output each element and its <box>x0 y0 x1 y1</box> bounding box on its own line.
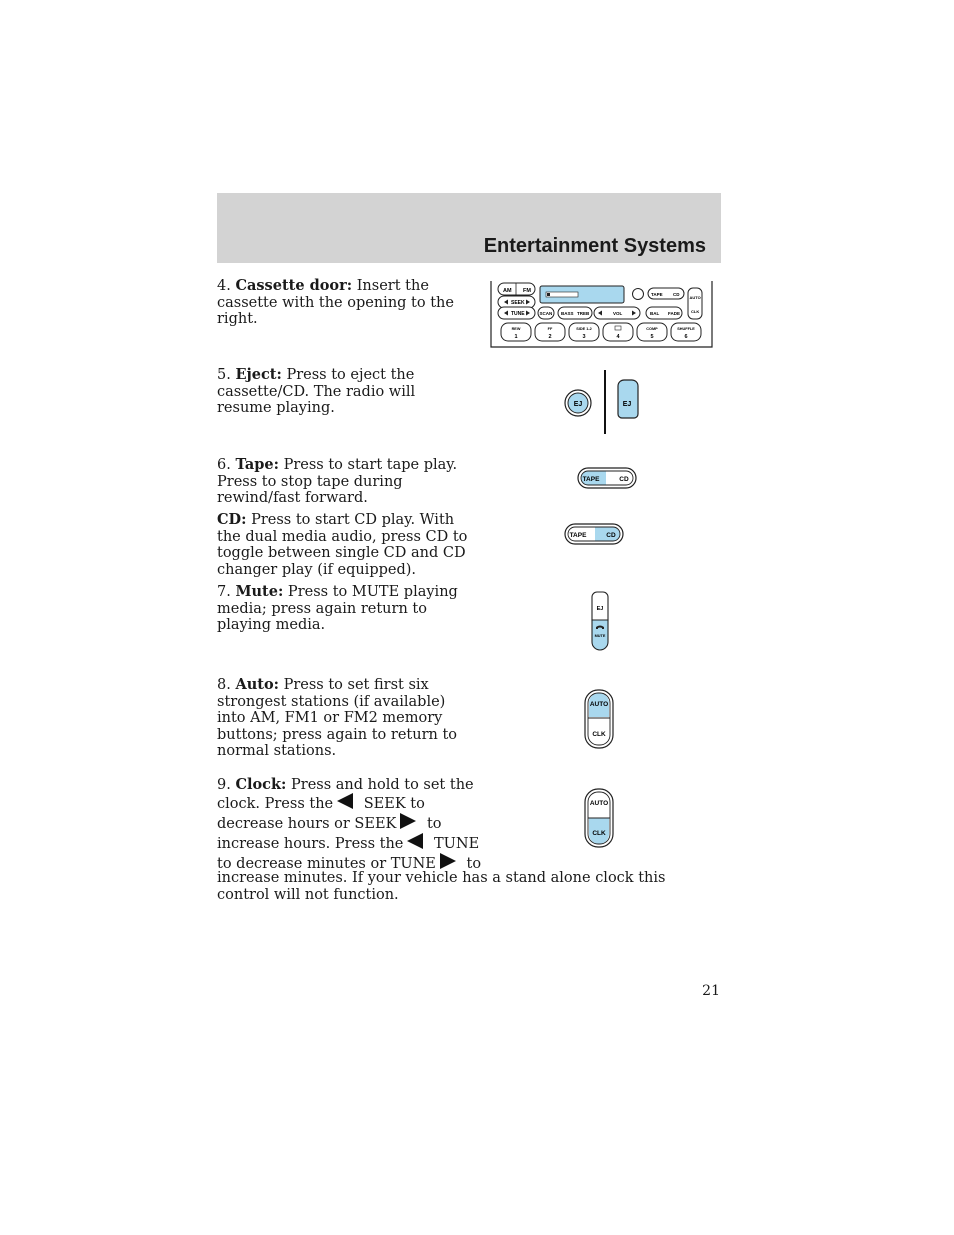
radio-treb-label: TREB <box>577 311 590 316</box>
tape-label: TAPE <box>569 532 587 539</box>
preset-number: 4 <box>616 334 620 340</box>
item-text: decrease hours or SEEK <box>217 816 397 832</box>
tape-paragraph <box>217 457 472 507</box>
eject-round-button-label: EJ <box>573 401 583 408</box>
item-text: increase minutes. If your vehicle has a stand alone clock this control will not function. <box>217 870 666 903</box>
item-term: Auto: <box>235 676 279 693</box>
auto-label: AUTO <box>589 701 609 708</box>
preset-label: COMP <box>646 327 658 331</box>
tape-highlight-button-figure <box>576 466 638 490</box>
item-term: Clock: <box>235 776 287 793</box>
header-band <box>217 193 721 263</box>
mute-paragraph <box>217 584 472 634</box>
preset-number: 1 <box>514 334 518 340</box>
preset-number: 3 <box>582 334 586 340</box>
item-text: increase hours. Press the <box>217 836 404 852</box>
item-number: 7. <box>217 584 231 600</box>
eject-buttons-figure <box>560 368 650 436</box>
radio-fade-label: FADE <box>668 311 681 316</box>
item-term: Tape: <box>235 456 279 473</box>
item-text: TUNE <box>434 836 480 852</box>
item-text: Press to start tape play. Press to stop tape during rewind/fast forward. <box>217 457 458 506</box>
preset-label: FF <box>547 327 553 331</box>
clock-line <box>217 776 722 793</box>
cd-paragraph <box>217 512 472 578</box>
page-title: Entertainment Systems <box>483 235 706 257</box>
item-number: 8. <box>217 677 231 693</box>
mute-button-figure <box>588 589 612 653</box>
radio-faceplate-figure <box>488 280 714 349</box>
eject-tall-button-label: EJ <box>622 401 632 408</box>
item-text: to decrease minutes or TUNE <box>217 856 436 872</box>
clock-line <box>217 833 722 853</box>
radio-auto-label: AUTO <box>689 295 701 300</box>
item-number: 9. <box>217 777 231 793</box>
mute-label: MUTE <box>594 634 606 638</box>
cd-highlight-button-figure <box>563 522 625 546</box>
preset-number: 2 <box>548 334 552 340</box>
item-text: Press to set first six strongest stations (if available) into AM, FM1 or FM2 memory buttons; press again to return to normal stations. <box>217 677 458 759</box>
item-text: SEEK to <box>363 796 425 812</box>
radio-cd-label: CD <box>673 292 680 297</box>
radio-seek-label: SEEK <box>511 300 525 306</box>
cd-label: CD <box>619 476 629 483</box>
eject-paragraph <box>217 367 472 417</box>
clock-line <box>217 793 722 813</box>
page-number: 21 <box>702 983 720 999</box>
item-number: 5. <box>217 367 231 383</box>
radio-am-label: AM <box>503 288 512 294</box>
auto-label: AUTO <box>589 800 609 807</box>
item-number: 6. <box>217 457 231 473</box>
item-text: Press to start CD play. With the dual media audio, press CD to toggle between single CD and CD changer play (if equipped). <box>217 512 468 578</box>
item-text: Press and hold to set the <box>286 777 474 793</box>
radio-fm-label: FM <box>523 288 531 294</box>
preset-number: 5 <box>650 334 654 340</box>
item-term: Cassette door: <box>235 277 353 294</box>
preset-number: 6 <box>684 334 688 340</box>
clk-label: CLK <box>592 830 606 837</box>
item-text: clock. Press the <box>217 796 334 812</box>
left-arrow-icon <box>407 833 423 849</box>
right-arrow-icon <box>440 853 456 869</box>
radio-bass-label: BASS <box>561 311 574 316</box>
item-text: Press to eject the cassette/CD. The radio will resume playing. <box>217 367 416 416</box>
clock-line <box>217 853 722 870</box>
radio-tune-label: TUNE <box>511 311 525 317</box>
clk-highlight-button-figure <box>583 787 615 849</box>
clk-label: CLK <box>592 731 606 738</box>
item-text: to <box>466 856 482 872</box>
item-term: CD: <box>217 511 247 528</box>
preset-label: REW <box>511 327 521 331</box>
auto-paragraph <box>217 677 472 760</box>
right-arrow-icon <box>400 813 416 829</box>
item-text: to <box>426 816 442 832</box>
radio-scan-label: SCAN <box>539 311 553 316</box>
left-arrow-icon <box>337 793 353 809</box>
radio-bal-label: BAL <box>650 311 660 316</box>
cd-label: CD <box>606 532 616 539</box>
radio-vol-label: VOL <box>613 311 623 316</box>
item-term: Eject: <box>235 366 282 383</box>
auto-highlight-button-figure <box>583 688 615 750</box>
radio-presets <box>501 323 701 341</box>
item-text: Insert the cassette with the opening to the right. <box>217 278 454 327</box>
preset-label: SHUFFLE <box>677 327 695 331</box>
preset-label: SIDE 1-2 <box>576 327 592 331</box>
radio-tape-label: TAPE <box>651 292 663 297</box>
item-number: 4. <box>217 278 231 294</box>
clock-paragraph <box>217 776 722 903</box>
item-term: Mute: <box>235 583 284 600</box>
tape-label: TAPE <box>582 476 600 483</box>
item-text: Press to MUTE playing media; press again return to playing media. <box>217 584 458 633</box>
cassette-door-paragraph <box>217 278 472 328</box>
clock-line <box>217 813 722 833</box>
radio-clk-label: CLK <box>691 309 700 314</box>
eject-label: EJ <box>596 606 604 612</box>
